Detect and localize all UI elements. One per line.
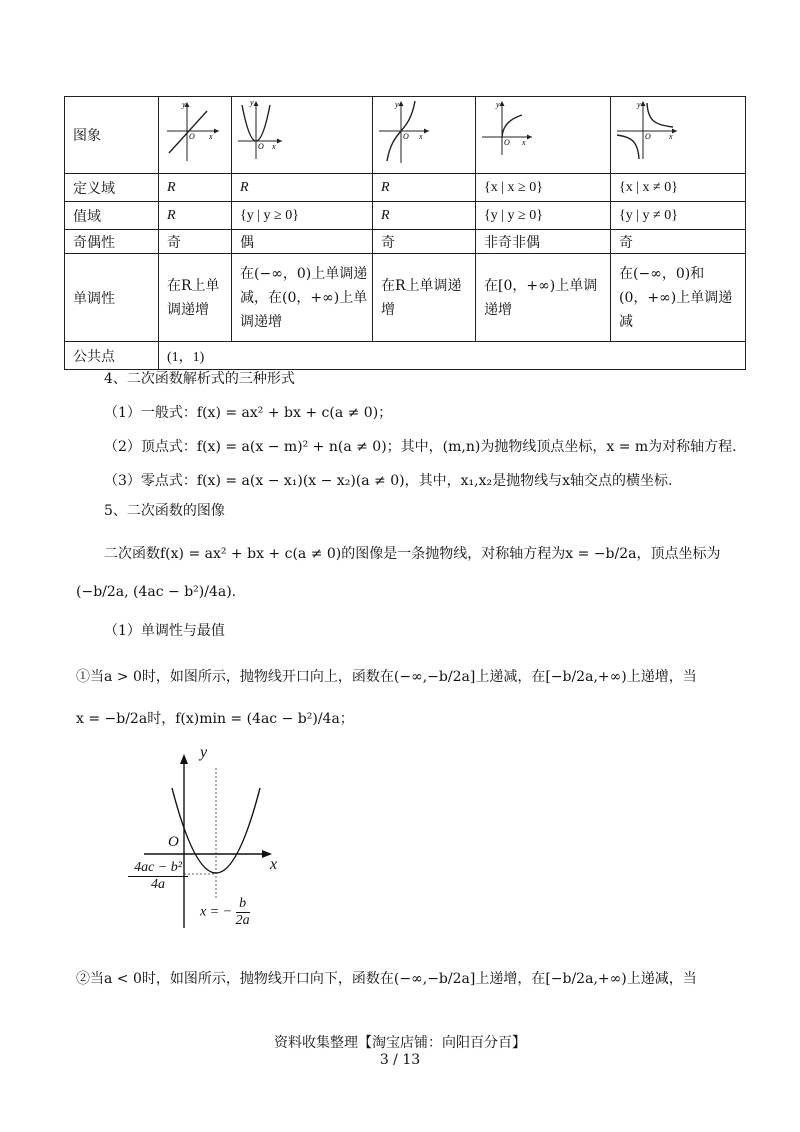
zero-form: （3）零点式：f(x) = a(x − x₁)(x − x₂)(a ≠ 0)，其中，x₁,x₂是抛物线与x轴交点的横坐标. xyxy=(104,473,673,489)
subsection-1-title: （1）单调性与最值 xyxy=(104,623,225,639)
table-cell: R xyxy=(373,174,476,202)
x-axis-label: x xyxy=(270,856,278,873)
table-cell: (1，1) xyxy=(159,342,746,370)
svg-text:O: O xyxy=(189,132,195,141)
svg-text:y: y xyxy=(182,100,186,109)
table-row-domain xyxy=(65,174,746,202)
table-cell: {x | x ≠ 0} xyxy=(611,174,746,202)
row-label: 单调性 xyxy=(65,254,159,342)
svg-text:y: y xyxy=(637,100,641,109)
case-a-positive-line1: ①当a > 0时，如图所示，抛物线开口向上，函数在(−∞,−b/2a]上递减，在[−b/2a,+∞)上递增，当 xyxy=(76,669,697,685)
vertex-form: （2）顶点式：f(x) = a(x − m)² + n(a ≠ 0)；其中，(m,n)为抛物线顶点坐标，x = m为对称轴方程. xyxy=(104,439,737,455)
svg-text:O: O xyxy=(504,138,510,147)
table-cell: 在[0，+∞)上单调递增 xyxy=(476,254,611,342)
svg-text:y: y xyxy=(250,98,254,107)
section-4-title: 4、二次函数解析式的三种形式 xyxy=(104,371,295,387)
table-cell: 奇 xyxy=(373,230,476,254)
section-5-title: 5、二次函数的图像 xyxy=(104,503,225,519)
graph-y-equals-one-over-x xyxy=(611,97,746,174)
table-cell: 偶 xyxy=(232,230,373,254)
graph-y-equals-sqrt-x xyxy=(476,97,611,174)
row-label: 值域 xyxy=(65,202,159,230)
svg-text:x: x xyxy=(522,138,526,147)
table-row-graph xyxy=(65,97,746,174)
svg-text:y: y xyxy=(395,100,399,109)
table-cell: R xyxy=(232,174,373,202)
table-cell: R xyxy=(159,174,232,202)
case-a-positive-line2: x = −b/2a时，f(x)min = (4ac − b²)/4a； xyxy=(76,711,354,727)
table-row-common-point xyxy=(65,342,746,370)
table-cell: 在R上单调递增 xyxy=(159,254,232,342)
svg-text:x: x xyxy=(419,132,423,141)
table-cell: 在(−∞，0)上单调递减，在(0，+∞)上单调递增 xyxy=(232,254,373,342)
power-function-properties-table xyxy=(64,96,746,370)
svg-text:x: x xyxy=(272,142,276,151)
axis-numerator: b xyxy=(236,896,250,913)
table-cell: 非奇非偶 xyxy=(476,230,611,254)
page-number: 3 / 13 xyxy=(379,1052,421,1068)
table-cell: {y | y ≥ 0} xyxy=(232,202,373,230)
table-row-range xyxy=(65,202,746,230)
table-cell: {x | x ≥ 0} xyxy=(476,174,611,202)
row-label: 奇偶性 xyxy=(65,230,159,254)
upward-parabola-figure xyxy=(124,744,324,948)
section-5-intro: 二次函数f(x) = ax² + bx + c(a ≠ 0)的图像是一条抛物线，对称轴方程为x = −b/2a，顶点坐标为 xyxy=(104,546,721,562)
table-row-parity xyxy=(65,230,746,254)
svg-text:O: O xyxy=(645,132,651,141)
row-label: 图象 xyxy=(65,97,159,174)
table-cell: 在R上单调递增 xyxy=(373,254,476,342)
svg-text:x: x xyxy=(669,132,673,141)
vertex-coordinate: (−b/2a, (4ac − b²)/4a). xyxy=(76,584,237,600)
row-label: 公共点 xyxy=(65,342,159,370)
axis-denominator: 2a xyxy=(235,913,250,928)
table-cell: {y | y ≠ 0} xyxy=(611,202,746,230)
table-cell: 奇 xyxy=(159,230,232,254)
table-cell: R xyxy=(159,202,232,230)
case-a-negative-line1: ②当a < 0时，如图所示，抛物线开口向下，函数在(−∞,−b/2a]上递增，在[−b/2a,+∞)上递减，当 xyxy=(76,971,697,987)
graph-y-equals-x-cubed xyxy=(373,97,476,174)
table-cell: R xyxy=(373,202,476,230)
row-label: 定义域 xyxy=(65,174,159,202)
axis-of-symmetry-label xyxy=(200,896,250,929)
table-cell: {y | y ≥ 0} xyxy=(476,202,611,230)
table-row-monotonicity xyxy=(65,254,746,342)
minimum-denominator: 4a xyxy=(151,877,165,892)
origin-label: O xyxy=(168,834,179,850)
minimum-numerator: 4ac − b² xyxy=(128,860,188,877)
svg-text:O: O xyxy=(258,142,264,151)
y-axis-label: y xyxy=(200,744,208,761)
svg-text:O: O xyxy=(403,132,409,141)
svg-text:y: y xyxy=(496,100,500,109)
axis-prefix: x = − xyxy=(200,904,233,920)
footer-shop-text: 资料收集整理【淘宝店铺：向阳百分百】 xyxy=(274,1035,526,1051)
minimum-value-label xyxy=(128,860,188,893)
table-cell: 奇 xyxy=(611,230,746,254)
general-form: （1）一般式：f(x) = ax² + bx + c(a ≠ 0)； xyxy=(104,405,393,421)
table-cell: 在(−∞，0)和(0，+∞)上单调递减 xyxy=(611,254,746,342)
graph-y-equals-x xyxy=(159,97,232,174)
svg-text:x: x xyxy=(209,132,213,141)
graph-y-equals-x-squared xyxy=(232,97,373,174)
